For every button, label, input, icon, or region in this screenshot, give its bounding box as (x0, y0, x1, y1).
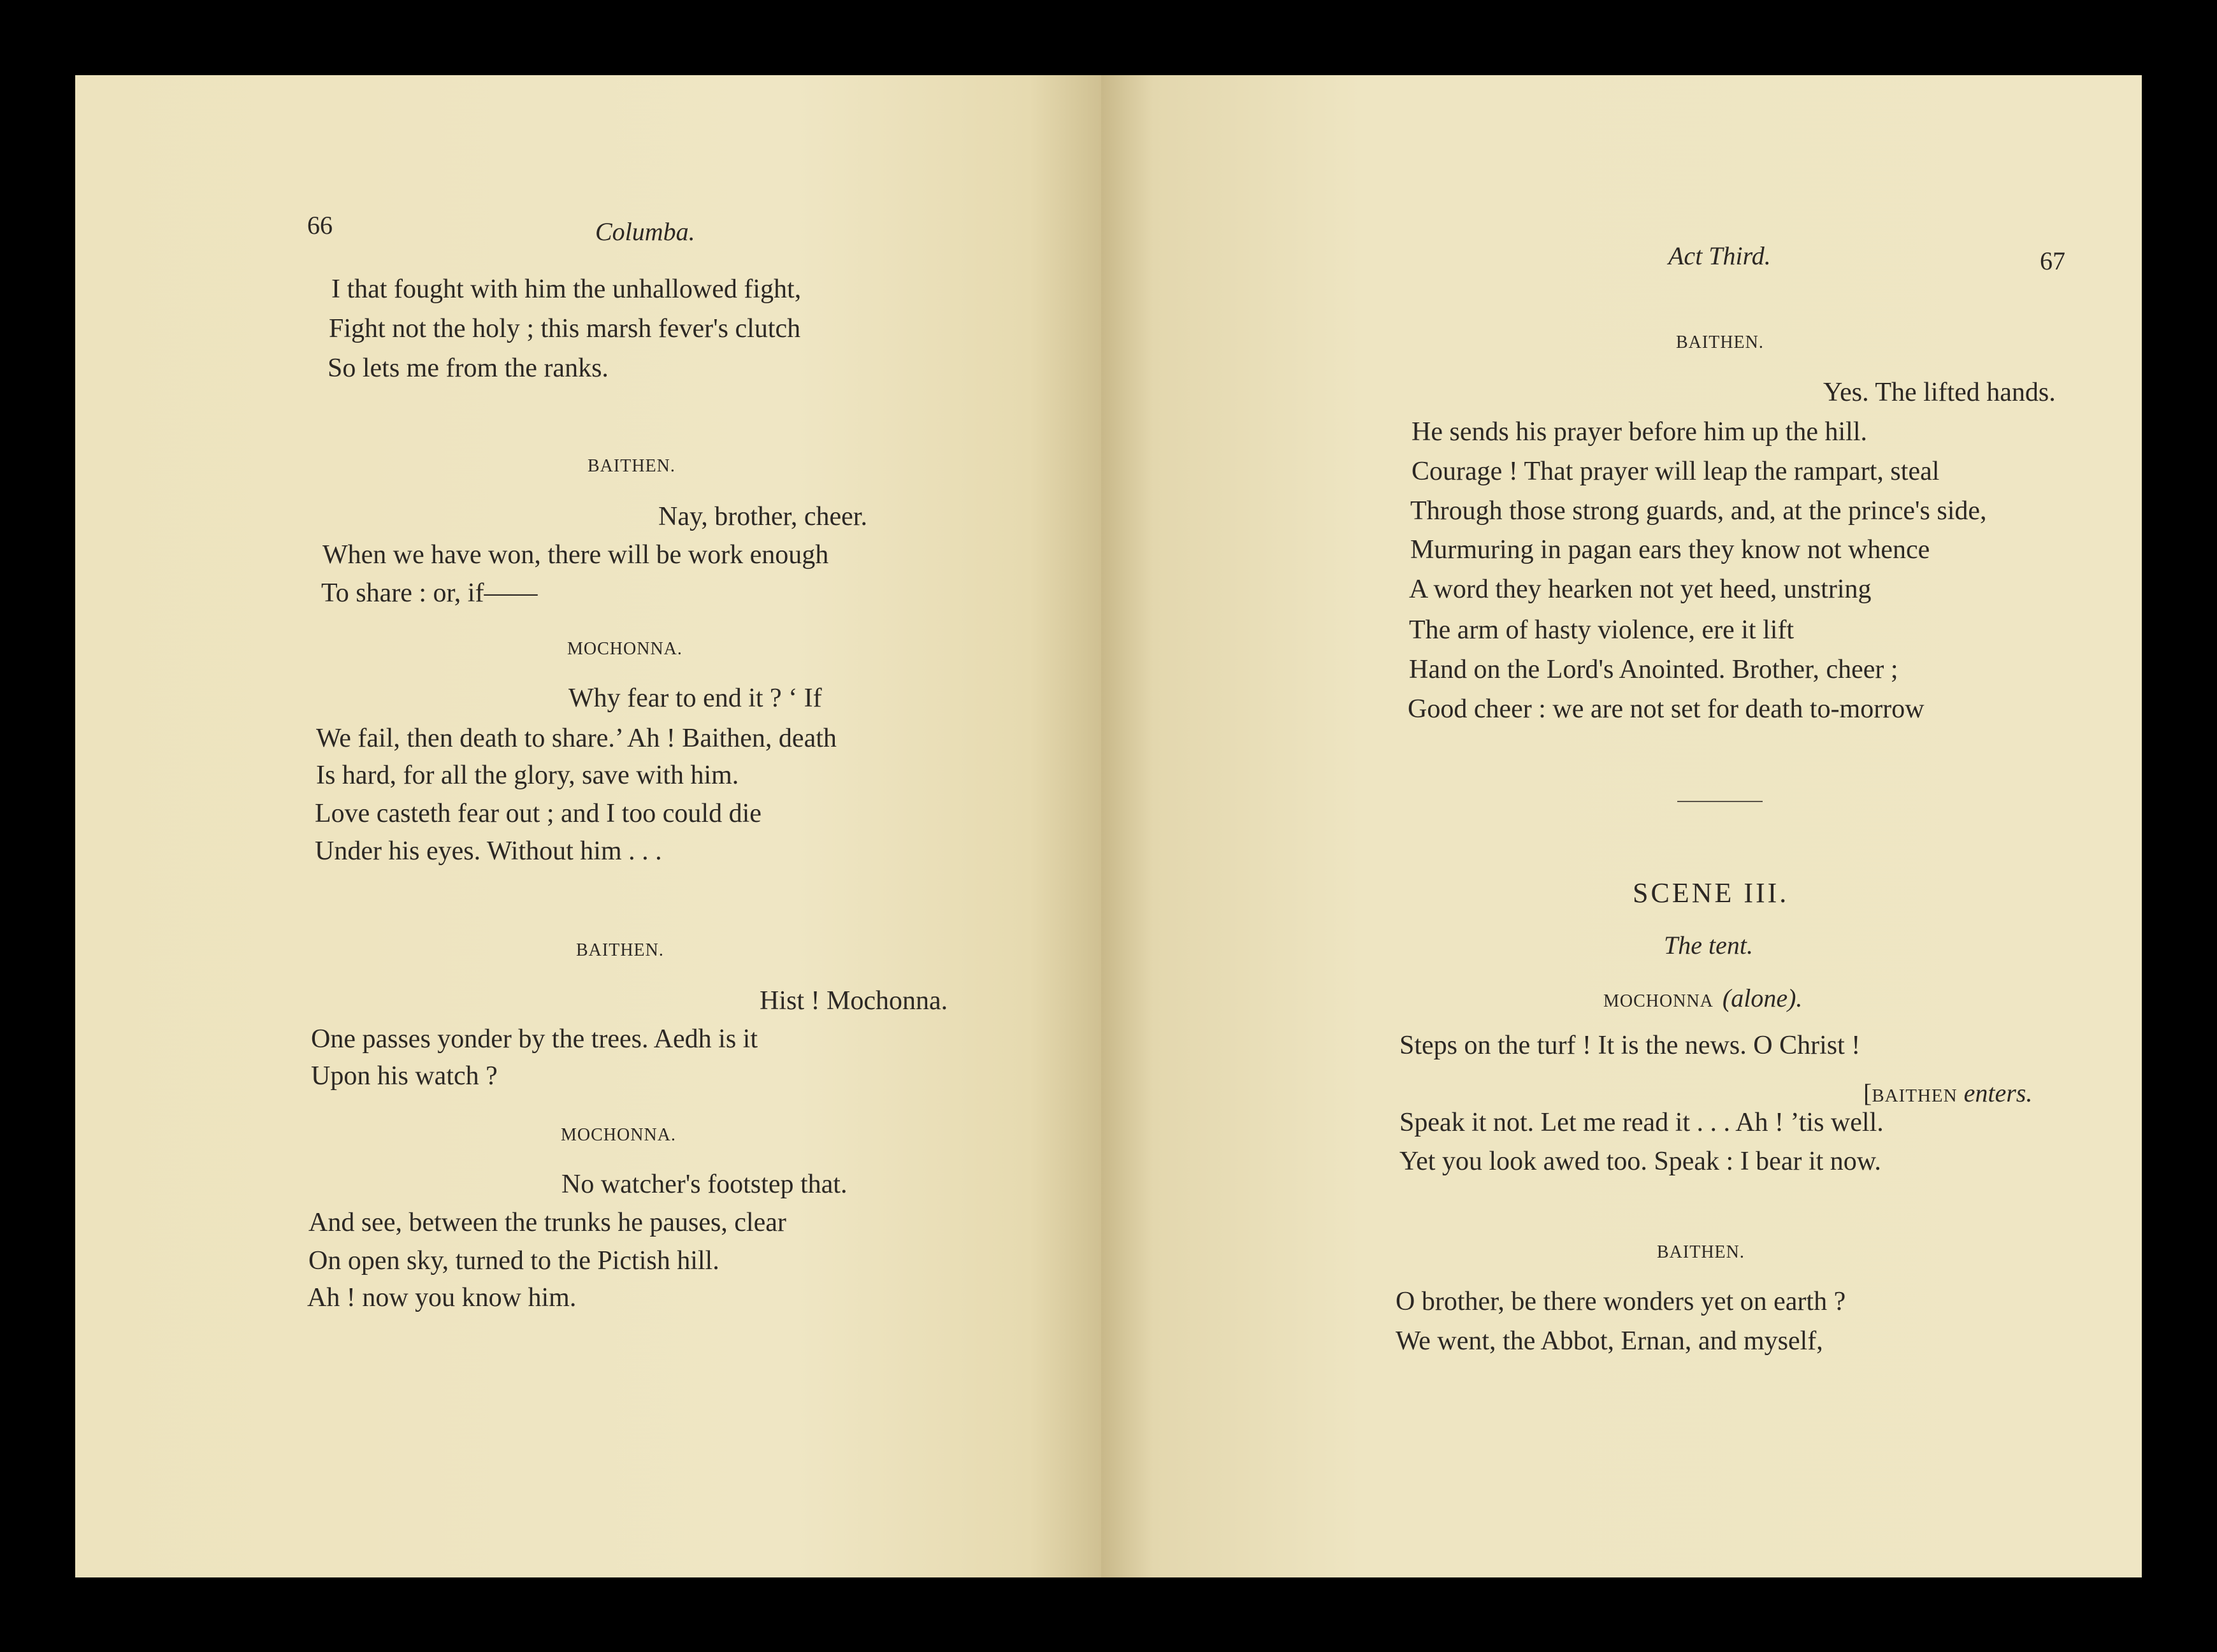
page-number: 66 (307, 211, 333, 240)
verse-line: Yes. The lifted hands. (1823, 378, 2056, 407)
verse-line: Upon his watch ? (311, 1061, 498, 1091)
verse-line: Good cheer : we are not set for death to-morrow (1408, 694, 1925, 724)
verse-line: The arm of hasty violence, ere it lift (1409, 615, 1795, 645)
left-page (75, 75, 1101, 1577)
verse-line: When we have won, there will be work enough (322, 540, 829, 570)
scene-setting: The tent. (1664, 931, 1753, 959)
verse-line: Speak it not. Let me read it . . . Ah ! ’tis well. (1399, 1108, 1884, 1137)
verse-line: Hand on the Lord's Anointed. Brother, cheer ; (1409, 655, 1898, 684)
verse-line: I that fought with him the unhallowed fight, (331, 275, 802, 304)
verse-line: One passes yonder by the trees. Aedh is it (311, 1024, 758, 1054)
verse-line: To share : or, if—— (321, 578, 538, 608)
verse-line: On open sky, turned to the Pictish hill. (308, 1246, 719, 1275)
verse-line: Hist ! Mochonna. (760, 986, 948, 1016)
section-rule (1677, 801, 1763, 802)
speaker-name: BAITHEN. (588, 456, 675, 476)
verse-line: Fight not the holy ; this marsh fever's clutch (329, 314, 801, 343)
page-number: 67 (2040, 247, 2065, 275)
right-page (1101, 75, 2142, 1577)
verse-line: And see, between the trunks he pauses, clear (308, 1208, 786, 1237)
verse-line: Nay, brother, cheer. (658, 502, 867, 531)
running-head: Act Third. (1668, 241, 1771, 270)
verse-line: He sends his prayer before him up the hill. (1412, 417, 1867, 447)
verse-line: Courage ! That prayer will leap the rampart, steal (1412, 457, 1940, 486)
verse-line: So lets me from the ranks. (328, 354, 609, 383)
verse-line: No watcher's footstep that. (561, 1170, 848, 1199)
verse-line: Steps on the turf ! It is the news. O Christ ! (1399, 1031, 1861, 1060)
book-spread (75, 75, 2142, 1577)
running-head: Columba. (595, 217, 695, 246)
verse-line: Why fear to end it ? ‘ If (568, 684, 822, 713)
verse-line: We went, the Abbot, Ernan, and myself, (1396, 1326, 1823, 1356)
verse-line: We fail, then death to share.’ Ah ! Baithen, death (316, 724, 837, 753)
verse-line: Is hard, for all the glory, save with him. (316, 761, 739, 790)
scene-title: SCENE III. (1633, 877, 1789, 909)
speaker-name: MOCHONNA. (561, 1125, 676, 1145)
entrance-name: BAITHEN (1872, 1086, 1958, 1106)
entrance-action: enters. (1963, 1079, 2033, 1107)
speaker-name: BAITHEN. (1676, 333, 1764, 352)
verse-line: O brother, be there wonders yet on earth ? (1396, 1287, 1846, 1316)
verse-line: Through those strong guards, and, at the prince's side, (1410, 496, 1987, 526)
verse-line: Ah ! now you know him. (307, 1283, 577, 1312)
speaker-name: MOCHONNA (1603, 991, 1714, 1011)
verse-line: Love casteth fear out ; and I too could die (315, 799, 762, 828)
speaker-name: BAITHEN. (576, 940, 664, 960)
entrance-bracket: [ (1863, 1079, 1872, 1107)
entrance-direction (1863, 1078, 2032, 1108)
speaker-name: MOCHONNA. (567, 639, 682, 659)
verse-line: Yet you look awed too. Speak : I bear it now. (1399, 1147, 1881, 1176)
verse-line: Under his eyes. Without him . . . (315, 837, 662, 866)
speaker-name: BAITHEN. (1657, 1242, 1745, 1262)
speaker-heading (1603, 983, 1802, 1013)
verse-line: A word they hearken not yet heed, unstring (1409, 575, 1872, 604)
verse-line: Murmuring in pagan ears they know not whence (1410, 535, 1930, 564)
stage-direction: (alone). (1722, 984, 1803, 1012)
